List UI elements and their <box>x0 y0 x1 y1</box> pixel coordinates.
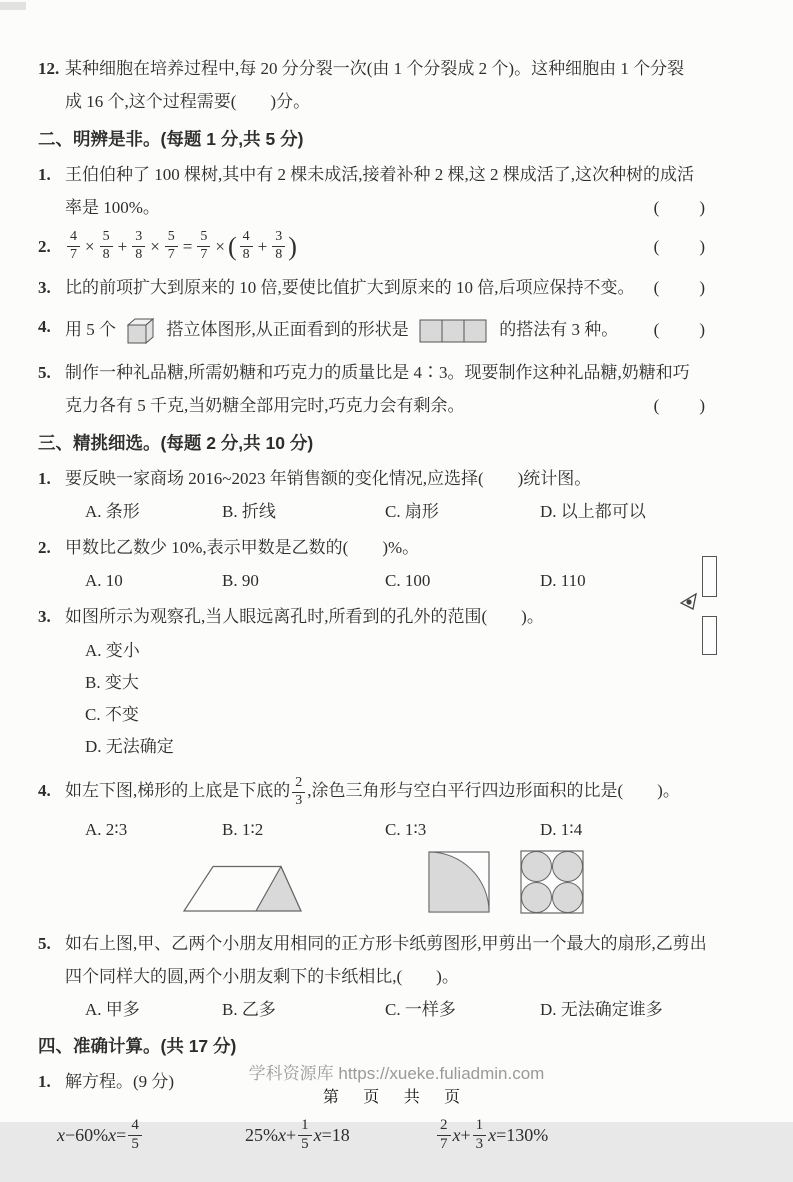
option-b: B. 乙多 <box>222 1000 276 1019</box>
section3-question-5 <box>38 927 707 993</box>
question-number: 2. <box>38 237 51 256</box>
equation-text: =130% <box>496 1124 549 1145</box>
question-text-line1: 王伯伯种了 100 棵树,其中有 2 棵未成活,接着补种 2 棵,这 2 棵成活了,这次种树的成活 <box>65 165 694 184</box>
fraction: $\frac{3}{8}$ <box>132 230 145 262</box>
operator: + <box>117 237 128 256</box>
fraction: $\frac{5}{7}$ <box>197 230 210 262</box>
fraction: $\frac{2}{7}$ <box>437 1118 451 1153</box>
options-row <box>38 497 707 527</box>
hole-wall-lower <box>702 616 717 655</box>
section2-question-3 <box>38 271 707 304</box>
scan-artifact <box>0 2 26 10</box>
question-text-line2: 成 16 个,这个过程需要( )分。 <box>65 92 311 111</box>
right-paren: ) <box>288 232 297 261</box>
question-text: 如图所示为观察孔,当人眼远离孔时,所看到的孔外的范围( )。 <box>65 607 544 626</box>
question-number: 5. <box>38 934 51 953</box>
option-c: C. 不变 <box>85 705 139 724</box>
variable-x: x <box>452 1124 461 1145</box>
variable-x: x <box>488 1124 497 1145</box>
section3-question-3 <box>38 600 707 633</box>
left-paren: ( <box>227 232 237 261</box>
section-4-title: 四、准确计算。(共 17 分) <box>38 1036 237 1056</box>
option-a: A. 变小 <box>85 641 140 660</box>
cube-icon <box>126 317 156 345</box>
option-a: A. 甲多 <box>85 1000 140 1019</box>
section2-question-1 <box>38 158 707 224</box>
equation-1 <box>57 1118 144 1153</box>
option-c: C. 100 <box>385 571 431 590</box>
variable-x: x <box>108 1124 117 1145</box>
question-number: 12. <box>38 59 60 78</box>
equations-row <box>38 1112 707 1182</box>
question-text-line2: 率是 100%。 <box>65 198 160 217</box>
fraction: $\frac{1}{5}$ <box>298 1118 312 1153</box>
question-text: 用 5 个 <box>65 320 116 339</box>
section2-question-5 <box>38 356 707 422</box>
plus-sign: + <box>286 1124 297 1145</box>
question-number: 5. <box>38 363 51 382</box>
section2-question-2 <box>38 230 707 263</box>
page-footer <box>0 1062 793 1110</box>
answer-parentheses: ( ) <box>653 278 707 297</box>
equation-2 <box>245 1118 350 1153</box>
option-b: B. 变大 <box>85 673 139 692</box>
question-text-line2: 克力各有 5 千克,当奶糖全部用完时,巧克力会有剩余。 <box>65 396 465 415</box>
option-d: D. 无法确定谁多 <box>540 1000 663 1019</box>
footer-resource-link: 学科资源库 https://xueke.fuliadmin.com <box>248 1064 545 1083</box>
options-row <box>38 995 707 1025</box>
question-number: 1. <box>38 165 51 184</box>
four-circles-figure <box>520 850 584 914</box>
operator: = <box>182 237 193 256</box>
operator: × <box>215 237 225 256</box>
question-number: 4. <box>38 317 51 336</box>
three-squares-icon <box>419 319 489 344</box>
question-text-with-icons <box>65 310 618 350</box>
operator: + <box>257 237 268 256</box>
question-text: 的搭法有 3 种。 <box>499 320 619 339</box>
variable-x: x <box>278 1124 286 1145</box>
answer-parentheses: ( ) <box>653 320 707 339</box>
option-c: C. 1∶3 <box>385 820 427 839</box>
question-text-line2: 四个同样大的圆,两个小朋友剩下的卡纸相比,( )。 <box>65 967 459 986</box>
question-text: 甲数比乙数少 10%,表示甲数是乙数的( )%。 <box>65 538 420 557</box>
answer-parentheses: ( ) <box>653 237 707 256</box>
option-b: B. 90 <box>222 571 259 590</box>
option-d: D. 以上都可以 <box>540 502 646 521</box>
figures-row <box>38 849 707 921</box>
question-number: 3. <box>38 278 51 297</box>
option-a: A. 10 <box>85 571 123 590</box>
operator: × <box>150 237 160 256</box>
quarter-circle-figure <box>428 851 490 913</box>
option-a: A. 2∶3 <box>85 820 128 839</box>
footer-page-label: 第 页 共 页 <box>322 1089 471 1106</box>
fraction: $\frac{4}{8}$ <box>240 230 253 262</box>
section2-question-4 <box>38 310 707 350</box>
option-c: C. 扇形 <box>385 502 439 521</box>
fraction: $\frac{2}{3}$ <box>292 776 305 808</box>
observation-hole-diagram <box>690 556 730 656</box>
fraction: $\frac{3}{8}$ <box>272 230 285 262</box>
question-text-line1: 如右上图,甲、乙两个小朋友用相同的正方形卡纸剪图形,甲剪出一个最大的扇形,乙剪出 <box>65 934 707 953</box>
fraction-equation <box>65 230 297 263</box>
option-d: D. 110 <box>540 571 586 590</box>
question-text: ,涂色三角形与空白平行四边形面积的比是( )。 <box>307 781 680 800</box>
option-b: B. 折线 <box>222 502 276 521</box>
section3-question-1 <box>38 462 707 495</box>
plus-sign: + <box>460 1124 471 1145</box>
options-row <box>38 566 707 596</box>
trapezoid-figure <box>183 865 303 913</box>
options-row <box>38 815 707 845</box>
question-number: 1. <box>38 469 51 488</box>
variable-x: x <box>57 1124 65 1145</box>
section-2-title: 二、明辨是非。(每题 1 分,共 5 分) <box>38 129 304 149</box>
fraction: $\frac{4}{7}$ <box>67 230 80 262</box>
hole-wall-upper <box>702 556 717 597</box>
question-number: 3. <box>38 607 51 626</box>
question-text-line1: 某种细胞在培养过程中,每 20 分分裂一次(由 1 个分裂成 2 个)。这种细胞由 1 个分裂 <box>65 59 685 78</box>
operator: × <box>85 237 95 256</box>
question-text: 比的前项扩大到原来的 10 倍,要使比值扩大到原来的 10 倍,后项应保持不变。 <box>65 278 635 297</box>
question-number: 4. <box>38 781 51 800</box>
section-3-title: 三、精挑细选。(每题 2 分,共 10 分) <box>38 433 314 453</box>
answer-parentheses: ( ) <box>653 396 707 415</box>
fraction: $\frac{4}{5}$ <box>128 1118 142 1153</box>
question-number: 1. <box>38 1072 51 1091</box>
fraction: $\frac{5}{7}$ <box>165 230 178 262</box>
options-stack <box>38 635 707 763</box>
option-a: A. 条形 <box>85 502 140 521</box>
equation-3 <box>435 1118 548 1153</box>
option-d: D. 1∶4 <box>540 820 583 839</box>
equation-text: −60% <box>65 1124 109 1145</box>
question-number: 2. <box>38 538 51 557</box>
option-b: B. 1∶2 <box>222 820 264 839</box>
section3-question-4 <box>38 769 707 813</box>
equation-text: =18 <box>321 1124 350 1145</box>
subsection-text: 解方程。(9 分) <box>65 1072 175 1091</box>
question-text: 搭立体图形,从正面看到的形状是 <box>166 320 409 339</box>
question-12 <box>38 52 707 118</box>
fraction: $\frac{1}{3}$ <box>473 1118 487 1153</box>
answer-parentheses: ( ) <box>653 198 707 217</box>
question-text-line1: 制作一种礼品糖,所需奶糖和巧克力的质量比是 4∶3。现要制作这种礼品糖,奶糖和巧 <box>65 363 690 382</box>
question-text: 如左下图,梯形的上底是下底的 <box>65 781 291 800</box>
eye-icon <box>680 593 700 611</box>
equation-text: 25% <box>245 1124 278 1145</box>
option-c: C. 一样多 <box>385 1000 456 1019</box>
question-text: 要反映一家商场 2016~2023 年销售额的变化情况,应选择( )统计图。 <box>65 469 592 488</box>
equals-sign: = <box>116 1124 127 1145</box>
option-d: D. 无法确定 <box>85 737 174 756</box>
section3-question-2 <box>38 531 707 564</box>
variable-x: x <box>313 1124 322 1145</box>
fraction: $\frac{5}{8}$ <box>100 230 113 262</box>
